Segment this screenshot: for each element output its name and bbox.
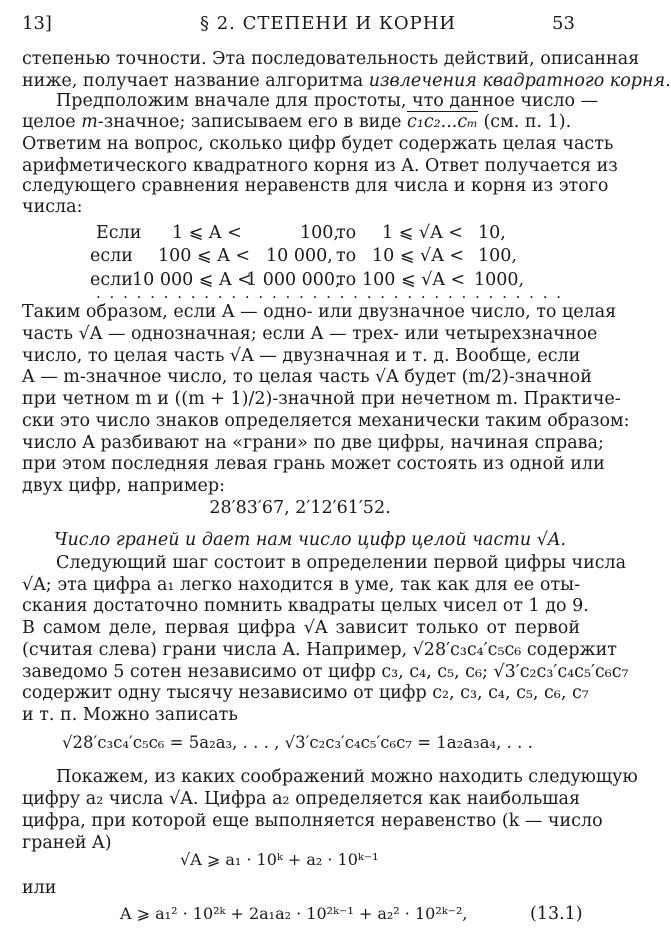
text-line: содержит одну тысячу независимо от цифр c₂, c₃, c₄, c₅, c₆, c₇ xyxy=(22,683,589,704)
row-then: то xyxy=(336,246,357,267)
digit-sequence: c₁c₂...cₘ xyxy=(407,112,478,133)
row-word: Если xyxy=(96,222,142,243)
text-line: Таким образом, если A — одно- или двузначное число, то целая xyxy=(22,302,617,323)
header-title: § 2. СТЕПЕНИ И КОРНИ xyxy=(200,13,457,34)
text-line: A — m-значное число, то целая часть √A будет (m/2)-значной xyxy=(22,367,592,388)
italic-term: извлечения квадратного корня. xyxy=(368,70,671,91)
text-span: ниже, получает название алгоритма xyxy=(22,70,369,91)
text-line: часть √A — однозначная; если A — трех- или четырехзначное xyxy=(22,323,598,344)
text-line: Ответим на вопрос, сколько цифр будет содержать целая часть xyxy=(22,133,614,154)
equation-number: (13.1) xyxy=(530,904,583,924)
or-word: или xyxy=(22,878,57,898)
text-line: Предположим вначале для простоты, что данное число — xyxy=(56,91,599,112)
text-line xyxy=(22,70,671,91)
text-line: (считая слева) грани числа A. Например, √28′c₃c₄′c₅c₆ содержит xyxy=(22,639,617,660)
row-lhs: 100 ⩽ A < xyxy=(158,246,251,267)
row-then: то xyxy=(336,222,357,243)
continuation-dots: . . . . . . . . . . . . . . . . . . . . . . . . . . . . . . . . . . . xyxy=(96,284,563,303)
row-rhs: 10 000, xyxy=(266,246,333,267)
row-word: если xyxy=(90,269,133,290)
text-line: числа: xyxy=(22,197,83,218)
text-span: (см. п. 1). xyxy=(477,112,572,133)
row-root: 100 ⩽ √A < xyxy=(362,269,466,290)
text-line: заведомо 5 сотен независимо от цифр c₃, c₄, c₅, c₆; √3′c₂c₃′c₄c₅′c₆c₇ xyxy=(22,661,629,682)
math-var: m xyxy=(81,112,98,133)
row-lhs: 10 000 ⩽ A < xyxy=(132,269,252,290)
text-line: Следующий шаг состоит в определении первой цифры числа xyxy=(56,552,627,573)
row-root-rhs: 10, xyxy=(478,222,506,243)
text-line: ски это число знаков определяется механически таким образом: xyxy=(22,410,630,431)
row-root: 1 ⩽ √A < xyxy=(382,222,463,243)
text-line: и т. п. Можно записать xyxy=(22,704,238,725)
row-word: если xyxy=(90,246,133,267)
text-span: целое xyxy=(22,112,82,133)
text-line: следующего сравнения неравенств для числа и корня из этого xyxy=(22,176,609,197)
formula-13-1: A ⩾ a₁² · 10²ᵏ + 2a₁a₂ · 10²ᵏ⁻¹ + a₂² · 10²ᵏ⁻², xyxy=(120,904,468,923)
text-line: В самом деле, первая цифра √A зависит только от первой xyxy=(22,618,580,639)
text-line: число A разбивают на «грани» по две цифры, начиная справа; xyxy=(22,432,604,453)
text-line: арифметического квадратного корня из A. Ответ получается из xyxy=(22,155,618,176)
row-rhs: 100, xyxy=(300,222,339,243)
text-line: скания достаточно помнить квадраты целых чисел от 1 до 9. xyxy=(22,596,589,617)
text-line: √A; эта цифра a₁ легко находится в уме, так как для ее оты- xyxy=(22,574,580,595)
text-line: при этом последняя левая грань может состоять из одной или xyxy=(22,454,605,475)
text-line: цифру a₂ числа √A. Цифра a₂ определяется как наибольшая xyxy=(22,789,580,810)
row-root: 10 ⩽ √A < xyxy=(372,246,465,267)
text-line: двух цифр, например: xyxy=(22,476,225,497)
text-line: граней A) xyxy=(22,832,112,853)
text-line: Покажем, из каких соображений можно находить следующую xyxy=(56,767,638,788)
text-line: при четном m и ((m + 1)/2)-значной при нечетном m. Практиче- xyxy=(22,389,621,410)
formula-roots: √28′c₃c₄′c₅c₆ = 5a₂a₃, . . . , √3′c₂c₃′c₄c₅′c₆c₇ = 1a₂a₃a₄, . . . xyxy=(62,733,533,753)
text-line: число, то целая часть √A — двузначная и т. д. Вообще, если xyxy=(22,345,581,366)
row-then: то xyxy=(336,269,357,290)
text-span: -значное; записываем его в виде xyxy=(97,112,408,133)
row-root-rhs: 100, xyxy=(478,246,517,267)
text-line xyxy=(22,114,580,132)
page-number: 53 xyxy=(552,13,575,34)
text-line: цифра, при которой еще выполняется неравенство (k — число xyxy=(22,810,603,831)
header-section-ref: 13] xyxy=(22,13,52,34)
row-root-rhs: 1000, xyxy=(474,269,525,290)
italic-statement: Число граней и дает нам число цифр целой части √A. xyxy=(54,530,567,551)
formula-inequality-root: √A ⩾ a₁ · 10ᵏ + a₂ · 10ᵏ⁻¹ xyxy=(180,850,379,869)
row-lhs: 1 ⩽ A < xyxy=(172,222,242,243)
row-rhs: 1 000 000, xyxy=(246,269,341,290)
text-line: степенью точности. Эта последовательность действий, описанная xyxy=(22,48,640,69)
example-faces: 28′83′67, 2′12′61′52. xyxy=(209,497,391,518)
